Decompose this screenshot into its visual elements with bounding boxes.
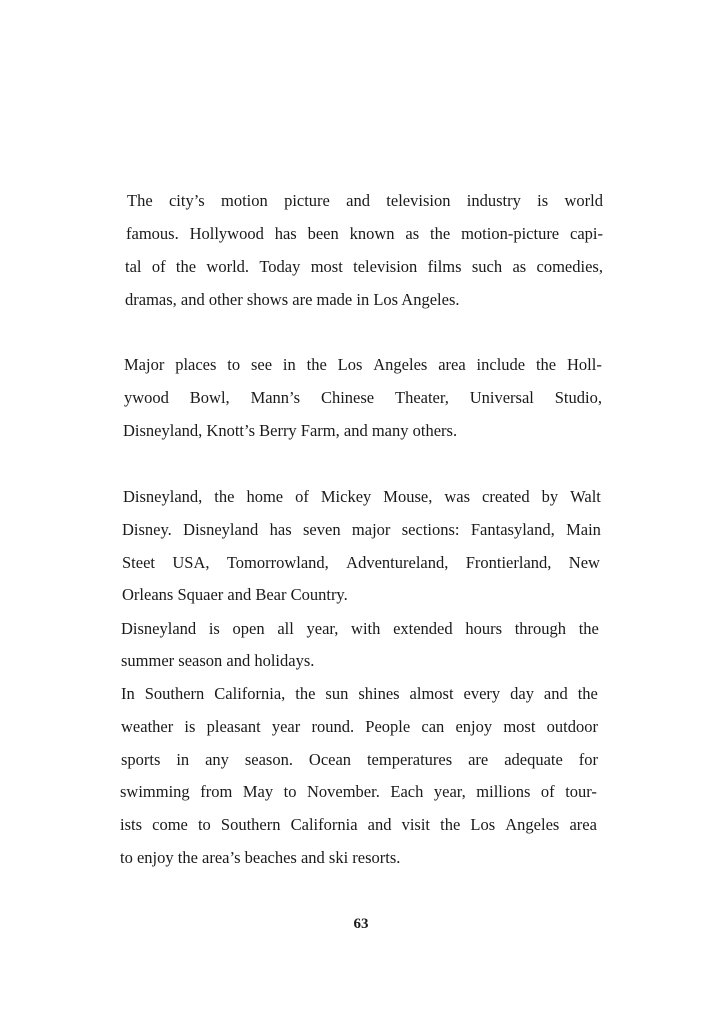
text-line: Steet USA, Tomorrowland, Adventureland, Frontierland, New xyxy=(122,553,600,572)
text-line: swimming from May to November. Each year, millions of tour- xyxy=(120,782,597,801)
page-number: 63 xyxy=(353,916,369,932)
text-line: ists come to Southern California and visit the Los Angeles area xyxy=(120,815,597,834)
text-line: dramas, and other shows are made in Los Angeles. xyxy=(125,290,460,309)
text-line: Orleans Squaer and Bear Country. xyxy=(122,585,348,604)
text-line: summer season and holidays. xyxy=(121,651,315,670)
text-line: Disney. Disneyland has seven major sections: Fantasyland, Main xyxy=(122,520,601,539)
text-line: Disneyland, the home of Mickey Mouse, was created by Walt xyxy=(123,487,601,506)
text-line: to enjoy the area’s beaches and ski resorts. xyxy=(120,848,401,867)
text-line: ywood Bowl, Mann’s Chinese Theater, Universal Studio, xyxy=(124,388,602,407)
text-line: weather is pleasant year round. People can enjoy most outdoor xyxy=(121,717,598,736)
text-line: The city’s motion picture and television industry is world xyxy=(127,191,603,210)
text-line: sports in any season. Ocean temperatures are adequate for xyxy=(121,750,598,769)
text-line: Disneyland is open all year, with extended hours through the xyxy=(121,619,599,638)
text-line: tal of the world. Today most television films such as comedies, xyxy=(125,257,603,276)
text-line: famous. Hollywood has been known as the motion-picture capi- xyxy=(126,224,603,243)
text-line: In Southern California, the sun shines almost every day and the xyxy=(121,684,598,703)
text-line: Major places to see in the Los Angeles area include the Holl- xyxy=(124,355,602,374)
text-line: Disneyland, Knott’s Berry Farm, and many others. xyxy=(123,421,458,440)
